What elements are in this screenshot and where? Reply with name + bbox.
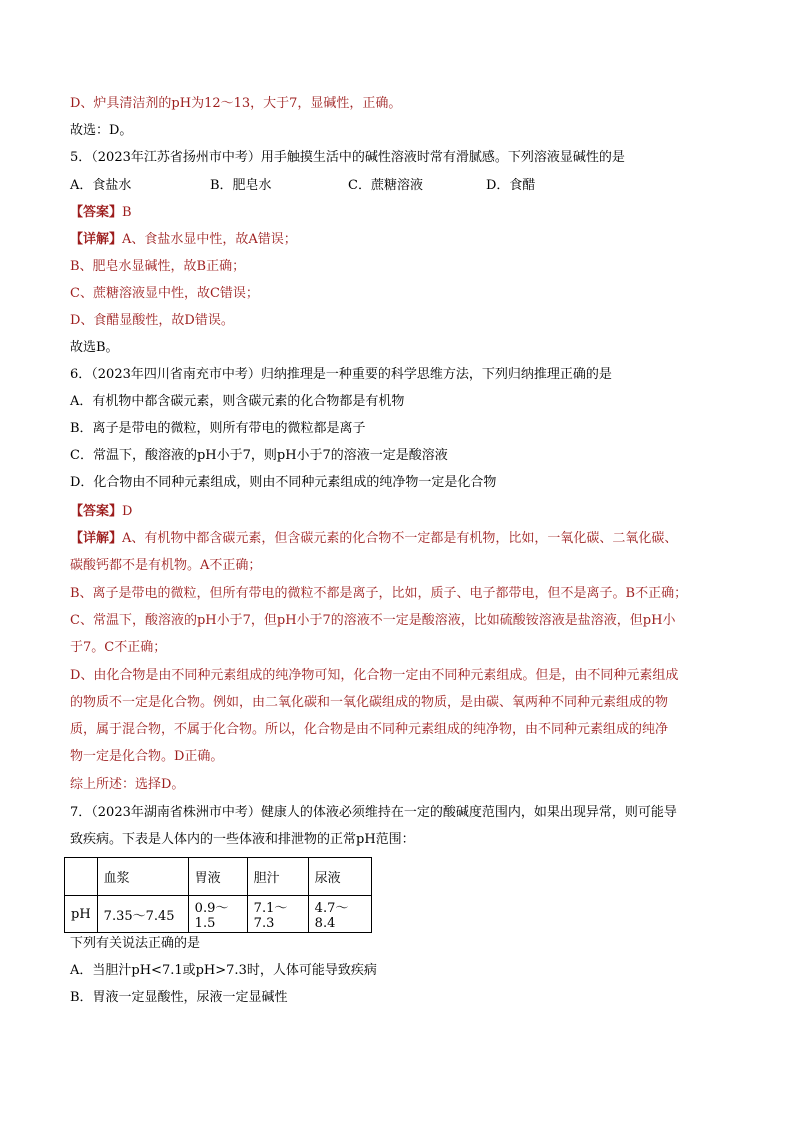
q5-conclusion: 故选B。 [70,340,119,355]
q5-options [70,177,730,195]
q6-detail-line: B、离子是带电的微粒，但所有带电的微粒不都是离子，比如，质子、电子都带电，但不是离子。B不正确； [70,586,688,601]
q6-detail-line: 质，属于混合物，不属于化合物。所以，化合物是由不同种元素组成的纯净物，由不同种元素组成的纯净 [70,722,669,737]
q5-answer-value: B [122,205,132,220]
q5-answer [70,204,132,222]
table-cell: 胆汁 [247,858,308,896]
q5-answer-tag: 【答案】 [70,205,123,220]
q5-detail-a: A、食盐水显中性，故A错误； [122,232,297,247]
q5-detail-c: C、蔗糖溶液显中性，故C错误； [70,286,259,301]
q6-answer [70,503,132,521]
q6-detail-line: 的物质不一定是化合物。例如，由二氧化碳和一氧化碳组成的物质，是由碳、氧两种不同种元素组成的物 [70,695,669,710]
q5-detail [70,231,297,249]
q5-detail-tag: 【详解】 [70,232,123,247]
q6-answer-tag: 【答案】 [70,504,123,519]
q7-option-a: A．当胆汁pH<7.1或pH>7.3时，人体可能导致疾病 [70,963,377,978]
q6-stem: 6．（2023年四川省南充市中考）归纳推理是一种重要的科学思维方法，下列归纳推理正确的是 [70,367,612,382]
table-cell: 4.7～8.4 [308,896,371,933]
q5-detail-d: D、食醋显酸性，故D错误。 [70,313,234,328]
q7-stem-line: 7．（2023年湖南省株洲市中考）健康人的体液必须维持在一定的酸碱度范围内，如果出现异常，则可能导 [70,805,677,820]
q5-stem: 5．（2023年江苏省扬州市中考）用手触摸生活中的碱性溶液时常有滑腻感。下列溶液显碱性的是 [70,150,625,165]
q7-option-b: B．胃液一定显酸性，尿液一定显碱性 [70,990,288,1005]
q4-detail-d: D、炉具清洁剂的pH为12～13，大于7，显碱性，正确。 [70,96,402,111]
ph-range-table [64,857,372,933]
q5-detail-b: B、肥皂水显碱性，故B正确； [70,259,246,274]
q6-option-d: D．化合物由不同种元素组成，则由不同种元素组成的纯净物一定是化合物 [70,475,497,490]
table-cell: pH [65,896,98,933]
q6-detail-line: 碳酸钙都不是有机物。A不正确； [70,558,262,573]
table-header-row [65,858,372,896]
q5-option-c: C．蔗糖溶液 [348,178,423,193]
q6-detail [70,530,677,548]
table-cell [65,858,98,896]
q6-detail-line: C、常温下，酸溶液的pH小于7，但pH小于7的溶液不一定是酸溶液，比如硫酸铵溶液是盐溶液，但pH小 [70,613,676,628]
table-cell: 胃液 [188,858,247,896]
q6-option-a: A．有机物中都含碳元素，则含碳元素的化合物都是有机物 [70,394,405,409]
q5-option-b: B．肥皂水 [210,178,272,193]
table-cell: 0.9～1.5 [188,896,247,933]
q5-option-a: A．食盐水 [70,178,132,193]
q6-detail-line: D、由化合物是由不同种元素组成的纯净物可知，化合物一定由不同种元素组成。但是，由不同种元素组成 [70,668,679,683]
q6-detail-line: 于7。C不正确； [70,640,167,655]
table-cell: 7.35～7.45 [97,896,188,933]
table-cell: 尿液 [308,858,371,896]
q6-detail-line: 物一定是化合物。D正确。 [70,749,224,764]
q7-prompt: 下列有关说法正确的是 [70,936,201,951]
q6-option-b: B．离子是带电的微粒，则所有带电的微粒都是离子 [70,421,366,436]
q4-conclusion: 故选：D。 [70,123,133,138]
q6-detail-tag: 【详解】 [70,531,123,546]
table-cell: 血浆 [97,858,188,896]
q6-option-c: C．常温下，酸溶液的pH小于7，则pH小于7的溶液一定是酸溶液 [70,448,448,463]
q6-answer-value: D [122,504,133,519]
q6-detail-a: A、有机物中都含碳元素，但含碳元素的化合物不一定都是有机物，比如，一氧化碳、二氧化碳、 [122,531,678,546]
q7-stem-line: 致疾病。下表是人体内的一些体液和排泄物的正常pH范围： [70,832,415,847]
q5-option-d: D．食醋 [486,178,536,193]
q6-conclusion: 综上所述：选择D。 [70,777,185,792]
table-row [65,896,372,933]
table-cell: 7.1～7.3 [247,896,308,933]
